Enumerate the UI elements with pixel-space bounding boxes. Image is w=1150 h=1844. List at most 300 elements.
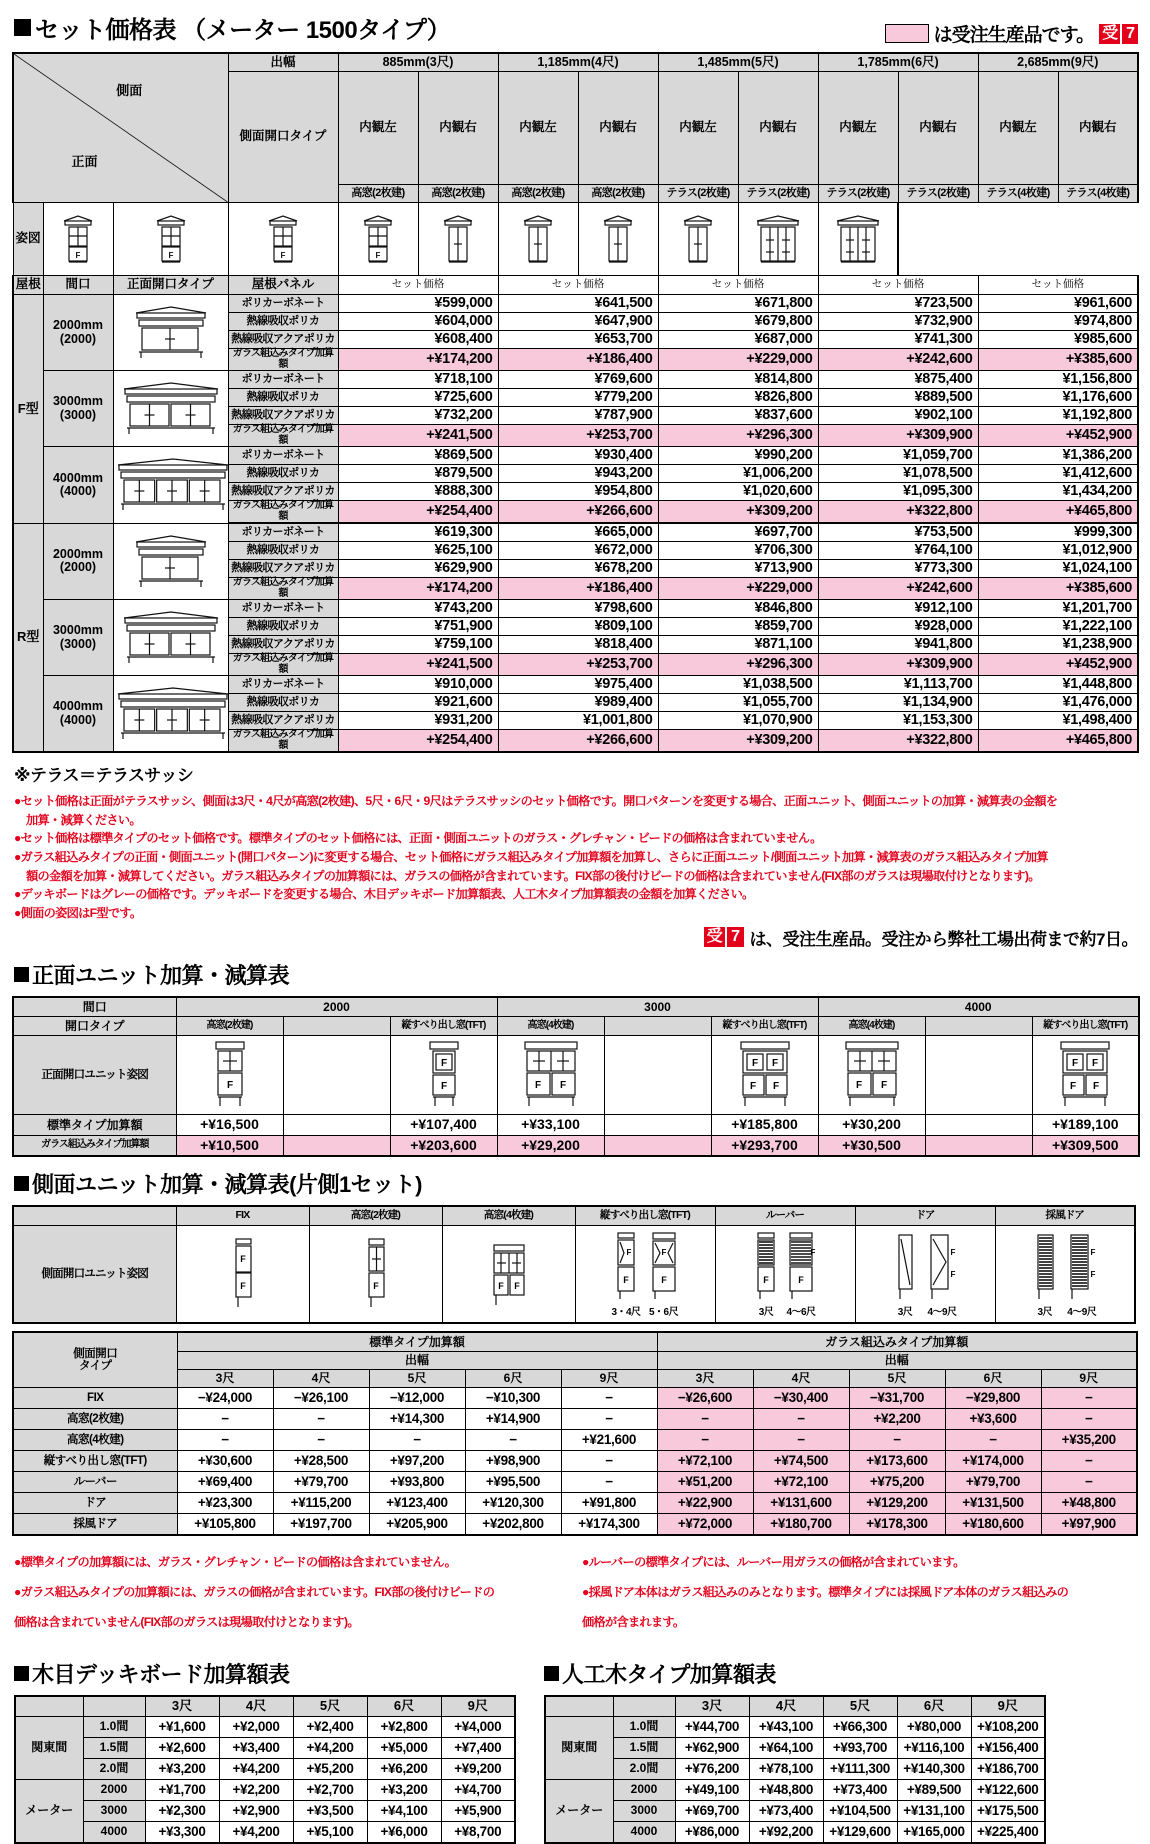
bt-size-2: 5尺 <box>823 1696 897 1717</box>
bt-size-4: 9尺 <box>441 1696 515 1717</box>
side-standard-amount: +¥93,800 <box>369 1471 465 1492</box>
side-figure-fix <box>176 1225 309 1323</box>
price-cell: +¥465,800 <box>978 730 1138 753</box>
side-size-1-2: 5尺 <box>849 1369 945 1387</box>
maguchi-1-2: 4000mm (4000) <box>43 676 113 753</box>
front-glass-amount: +¥29,200 <box>497 1135 604 1156</box>
bt-amount: +¥5,000 <box>367 1737 441 1758</box>
bt-amount: +¥2,800 <box>367 1716 441 1737</box>
legend-made-to-order <box>885 20 1138 47</box>
price-cell: ¥653,700 <box>498 331 658 349</box>
side-glass-amount: − <box>1041 1471 1137 1492</box>
svg-text:F: F <box>375 251 381 260</box>
bt-amount: +¥2,900 <box>219 1800 293 1821</box>
artificial-wood-title <box>544 1658 1045 1689</box>
price-cell: ¥641,500 <box>498 295 658 313</box>
side-glass-amount: +¥35,200 <box>1041 1429 1137 1450</box>
side-fig-header-4: ルーバー <box>715 1206 855 1226</box>
header-side-open-type: 側面開口タイプ <box>228 72 338 203</box>
side-glass-amount: +¥79,700 <box>945 1471 1041 1492</box>
bt-group-label: 関東間 <box>15 1716 83 1779</box>
side-glass-amount: +¥48,800 <box>1041 1492 1137 1513</box>
sash-figure-2-1 <box>498 203 578 276</box>
price-cell: +¥309,900 <box>818 425 978 447</box>
bt-amount: +¥2,000 <box>219 1716 293 1737</box>
svg-text:F: F <box>534 1079 541 1091</box>
bt-row <box>15 1737 515 1758</box>
side-standard-amount: +¥95,500 <box>465 1471 561 1492</box>
side-standard-amount: +¥123,400 <box>369 1492 465 1513</box>
price-cell: +¥322,800 <box>818 730 978 753</box>
bt-row <box>15 1800 515 1821</box>
side-size-0-0: 3尺 <box>177 1369 273 1387</box>
bt-amount: +¥5,100 <box>293 1821 367 1843</box>
side-row-label: ドア <box>13 1492 177 1513</box>
price-cell: ¥1,012,900 <box>978 542 1138 560</box>
dehaba-col-3: 1,785mm(6尺) <box>818 53 978 72</box>
deck-title-text: 木目デッキボード加算額表 <box>32 1661 290 1687</box>
side-size-0-2: 5尺 <box>369 1369 465 1387</box>
price-cell: ¥921,600 <box>338 694 498 712</box>
front-open-type-1-1 <box>604 1016 711 1035</box>
bt-amount: +¥92,200 <box>749 1821 823 1843</box>
price-cell: ¥723,500 <box>818 295 978 313</box>
bt-amount: +¥108,200 <box>971 1716 1045 1737</box>
price-cell: ¥732,900 <box>818 313 978 331</box>
made-to-order-note <box>0 925 1138 950</box>
front-maguchi-0: 2000 <box>176 997 497 1017</box>
price-cell: +¥242,600 <box>818 349 978 371</box>
side-glass-amount: − <box>1041 1408 1137 1429</box>
side-standard-amount: +¥202,800 <box>465 1513 561 1535</box>
svg-text:F: F <box>661 1248 667 1258</box>
bt-amount: +¥66,300 <box>823 1716 897 1737</box>
bt-amount: +¥116,100 <box>897 1737 971 1758</box>
front-standard-amount <box>925 1114 1032 1135</box>
set-price-header-1: セット価格 <box>498 276 658 295</box>
svg-text:F: F <box>623 1275 629 1286</box>
side-standard-amount: +¥115,200 <box>273 1492 369 1513</box>
price-cell: +¥385,600 <box>978 349 1138 371</box>
front-open-type-2-2: 縦すべり出し窓(TFT) <box>1032 1016 1139 1035</box>
side-standard-amount: +¥30,600 <box>177 1450 273 1471</box>
price-cell: ¥743,200 <box>338 600 498 618</box>
dehaba-col-2: 1,485mm(5尺) <box>658 53 818 72</box>
front-figure-7 <box>925 1035 1032 1114</box>
dehaba-col-1: 1,185mm(4尺) <box>498 53 658 72</box>
note-line: ●セット価格は標準タイプのセット価格です。標準タイプのセット価格には、正面・側面ユニットのガラス・グレチャン・ビードの価格は含まれていません。 <box>14 831 822 846</box>
side-price-row <box>13 1429 1137 1450</box>
panel-type-3: ガラス組込みタイプ加算額 <box>228 425 338 447</box>
bt-amount: +¥80,000 <box>897 1716 971 1737</box>
price-cell: ¥599,000 <box>338 295 498 313</box>
side-standard-amount: +¥69,400 <box>177 1471 273 1492</box>
price-cell: +¥322,800 <box>818 501 978 524</box>
side-glass-amount: +¥173,600 <box>849 1450 945 1471</box>
bt-amount: +¥64,100 <box>749 1737 823 1758</box>
price-cell: +¥309,900 <box>818 654 978 676</box>
note-line: ●セット価格は正面がテラスサッシ、側面は3尺・4尺が高窓(2枚建)、5尺・6尺・9尺はテラスサッシのセット価格です。開口パターンを変更する場合、正面ユニット、側面ユニットの加算・減算表の金額を <box>14 794 1058 808</box>
front-maguchi-2: 4000 <box>818 997 1139 1017</box>
price-cell: +¥229,000 <box>658 349 818 371</box>
front-standard-amount <box>283 1114 390 1135</box>
note-line: ●側面の姿図はF型です。 <box>14 906 142 921</box>
price-cell: ¥930,400 <box>498 447 658 465</box>
bt-amount: +¥131,100 <box>897 1800 971 1821</box>
side-row-label: 高窓(4枚建) <box>13 1429 177 1450</box>
bt-size-1: 4尺 <box>749 1696 823 1717</box>
front-glass-amount: +¥30,500 <box>818 1135 925 1156</box>
side-fig-header-2: 高窓(4枚建) <box>442 1206 575 1226</box>
side-standard-amount: − <box>273 1429 369 1450</box>
side-standard-amount: − <box>561 1450 657 1471</box>
panel-type-2: 熱線吸収アクアポリカ <box>228 712 338 730</box>
side-glass-amount: +¥72,100 <box>753 1471 849 1492</box>
bt-amount: +¥49,100 <box>675 1779 749 1800</box>
naikan-0-0: 内観左 <box>338 72 418 185</box>
price-cell: ¥975,400 <box>498 676 658 694</box>
price-cell: ¥1,078,500 <box>818 465 978 483</box>
side-standard-amount: −¥26,100 <box>273 1387 369 1408</box>
price-cell: ¥826,800 <box>658 389 818 407</box>
price-cell: ¥1,055,700 <box>658 694 818 712</box>
bt-size-4: 9尺 <box>971 1696 1045 1717</box>
price-cell: ¥764,100 <box>818 542 978 560</box>
bt-sub-label: 4000 <box>83 1821 145 1843</box>
side-row-label: 縦すべり出し窓(TFT) <box>13 1450 177 1471</box>
price-cell: ¥869,500 <box>338 447 498 465</box>
side-standard-amount: − <box>177 1429 273 1450</box>
panel-type-0: ポリカーボネート <box>228 523 338 542</box>
header-front-open-type: 正面開口タイプ <box>113 276 228 295</box>
svg-text:F: F <box>626 1248 632 1258</box>
side-size-0-3: 6尺 <box>465 1369 561 1387</box>
side-row-label: FIX <box>13 1387 177 1408</box>
front-elevation-figure-0-2 <box>113 447 228 524</box>
front-header-maguchi: 間口 <box>13 997 176 1017</box>
side-standard-amount: +¥205,900 <box>369 1513 465 1535</box>
bt-amount: +¥6,000 <box>367 1821 441 1843</box>
side-fig-sublabel: 3・4尺 <box>611 1306 641 1318</box>
side-glass-amount: +¥74,500 <box>753 1450 849 1471</box>
price-cell: +¥254,400 <box>338 501 498 524</box>
front-open-type-0-2: 縦すべり出し窓(TFT) <box>390 1016 497 1035</box>
bt-size-3: 6尺 <box>367 1696 441 1717</box>
bullet-square-icon-2 <box>14 967 29 982</box>
bt-row <box>15 1758 515 1779</box>
price-cell: ¥879,500 <box>338 465 498 483</box>
side-glass-amount: +¥2,200 <box>849 1408 945 1429</box>
panel-type-3: ガラス組込みタイプ加算額 <box>228 578 338 600</box>
svg-text:F: F <box>497 1280 504 1291</box>
bt-amount: +¥165,000 <box>897 1821 971 1843</box>
bt-sub-label: 1.0間 <box>83 1716 145 1737</box>
price-cell: ¥672,000 <box>498 542 658 560</box>
front-standard-amount: +¥107,400 <box>390 1114 497 1135</box>
bt-sub-label: 2000 <box>83 1779 145 1800</box>
bt-amount: +¥8,700 <box>441 1821 515 1843</box>
bt-amount: +¥2,600 <box>145 1737 219 1758</box>
side-standard-amount: +¥14,900 <box>465 1408 561 1429</box>
front-glass-amount: +¥293,700 <box>711 1135 818 1156</box>
front-glass-amount: +¥309,500 <box>1032 1135 1139 1156</box>
badge-ju-char-2: 受 <box>704 927 726 947</box>
panel-type-3: ガラス組込みタイプ加算額 <box>228 654 338 676</box>
front-open-type-1-0: 高窓(4枚建) <box>497 1016 604 1035</box>
front-glass-amount: +¥203,600 <box>390 1135 497 1156</box>
naikan-2-1: 内観右 <box>738 72 818 185</box>
bt-sub-label: 1.0間 <box>613 1716 675 1737</box>
sash-figure-1-1 <box>338 203 418 276</box>
price-cell: ¥1,134,900 <box>818 694 978 712</box>
panel-type-2: 熱線吸収アクアポリカ <box>228 483 338 501</box>
sash-figure-1-0 <box>228 203 338 276</box>
bt-row <box>545 1821 1045 1843</box>
front-standard-amount: +¥185,800 <box>711 1114 818 1135</box>
price-cell: ¥625,100 <box>338 542 498 560</box>
panel-type-2: 熱線吸収アクアポリカ <box>228 331 338 349</box>
bt-amount: +¥3,200 <box>145 1758 219 1779</box>
bt-amount: +¥2,700 <box>293 1779 367 1800</box>
price-cell: +¥296,300 <box>658 654 818 676</box>
side-unit-price-table <box>12 1331 1138 1536</box>
price-cell: ¥846,800 <box>658 600 818 618</box>
front-open-type-0-1 <box>283 1016 390 1035</box>
price-cell: ¥619,300 <box>338 523 498 542</box>
bt-amount: +¥5,900 <box>441 1800 515 1821</box>
panel-type-0: ポリカーボネート <box>228 447 338 465</box>
price-cell: ¥769,600 <box>498 371 658 389</box>
panel-type-1: 熱線吸収ポリカ <box>228 618 338 636</box>
svg-text:F: F <box>810 1248 816 1258</box>
price-cell: +¥254,400 <box>338 730 498 753</box>
header-sugatazu: 姿図 <box>13 203 43 276</box>
deck-board-column <box>0 1648 515 1844</box>
side-standard-amount: +¥21,600 <box>561 1429 657 1450</box>
naikan-4-0: 内観左 <box>978 72 1058 185</box>
bt-sub-label: 1.5間 <box>613 1737 675 1758</box>
naikan-2-0: 内観左 <box>658 72 738 185</box>
side-open-type-1-1: 高窓(2枚建) <box>578 185 658 203</box>
bt-group-label: メーター <box>15 1779 83 1843</box>
bt-amount: +¥6,200 <box>367 1758 441 1779</box>
side-glass-amount: − <box>849 1429 945 1450</box>
sash-figure-4-0 <box>738 203 818 276</box>
side-fig-sublabel: 4～6尺 <box>786 1306 816 1318</box>
price-cell: ¥1,156,800 <box>978 371 1138 389</box>
side-fig-header-1: 高窓(2枚建) <box>309 1206 442 1226</box>
price-cell: +¥253,700 <box>498 654 658 676</box>
price-cell: ¥1,059,700 <box>818 447 978 465</box>
side-unit-figure-table <box>12 1205 1136 1324</box>
front-elevation-figure-0-0 <box>113 295 228 371</box>
price-cell: ¥706,300 <box>658 542 818 560</box>
price-cell: ¥1,201,700 <box>978 600 1138 618</box>
front-unit-title-text: 正面ユニット加算・減算表 <box>32 962 290 988</box>
price-cell: +¥242,600 <box>818 578 978 600</box>
svg-text:F: F <box>1070 1080 1077 1092</box>
bt-amount: +¥89,500 <box>897 1779 971 1800</box>
side-figure-hi4 <box>442 1225 575 1323</box>
price-cell: +¥174,200 <box>338 578 498 600</box>
side-open-type-0-0: 高窓(2枚建) <box>338 185 418 203</box>
side-open-type-3-1: テラス(2枚建) <box>898 185 978 203</box>
bt-sub-label: 2.0間 <box>83 1758 145 1779</box>
price-cell: ¥943,200 <box>498 465 658 483</box>
bt-amount: +¥44,700 <box>675 1716 749 1737</box>
side-glass-header: ガラス組込みタイプ加算額 <box>657 1332 1137 1352</box>
panel-type-0: ポリカーボネート <box>228 295 338 313</box>
bt-size-0: 3尺 <box>145 1696 219 1717</box>
price-cell: +¥266,600 <box>498 730 658 753</box>
svg-text:F: F <box>1092 1057 1099 1069</box>
front-standard-amount: +¥30,200 <box>818 1114 925 1135</box>
bullet-square-icon-3 <box>14 1176 29 1191</box>
price-cell: ¥941,800 <box>818 636 978 654</box>
side-glass-amount: +¥51,200 <box>657 1471 753 1492</box>
price-cell: ¥974,800 <box>978 313 1138 331</box>
side-size-1-0: 3尺 <box>657 1369 753 1387</box>
svg-text:F: F <box>75 251 81 260</box>
side-glass-amount: +¥72,100 <box>657 1450 753 1471</box>
side-glass-amount: +¥178,300 <box>849 1513 945 1535</box>
bt-amount: +¥76,200 <box>675 1758 749 1779</box>
side-glass-amount: +¥174,000 <box>945 1450 1041 1471</box>
bt-amount: +¥4,200 <box>219 1821 293 1843</box>
side-size-1-3: 6尺 <box>945 1369 1041 1387</box>
front-open-type-2-0: 高窓(4枚建) <box>818 1016 925 1035</box>
svg-text:F: F <box>239 1280 246 1291</box>
set-price-table <box>12 52 1139 753</box>
side-fig-corner <box>13 1206 176 1226</box>
bt-row <box>15 1716 515 1737</box>
side-note-line: ●ルーバーの標準タイプには、ルーバー用ガラスの価格が含まれています。 <box>582 1555 965 1569</box>
front-glass-label: ガラス組込みタイプ加算額 <box>13 1135 176 1156</box>
side-type-header: 側面開口 タイプ <box>13 1332 177 1388</box>
naikan-4-1: 内観右 <box>1058 72 1138 185</box>
bt-amount: +¥93,700 <box>823 1737 897 1758</box>
bt-amount: +¥175,500 <box>971 1800 1045 1821</box>
price-cell: ¥1,038,500 <box>658 676 818 694</box>
bt-row <box>545 1800 1045 1821</box>
side-figure-louver <box>715 1225 855 1323</box>
side-price-row <box>13 1387 1137 1408</box>
side-standard-amount: +¥105,800 <box>177 1513 273 1535</box>
svg-text:F: F <box>1090 1248 1096 1258</box>
side-figure-vent-door <box>995 1225 1135 1323</box>
front-figure-6 <box>818 1035 925 1114</box>
panel-type-2: 熱線吸収アクアポリカ <box>228 560 338 578</box>
price-cell: ¥1,238,900 <box>978 636 1138 654</box>
svg-text:F: F <box>771 1057 778 1069</box>
side-glass-amount: +¥131,500 <box>945 1492 1041 1513</box>
bt-amount: +¥62,900 <box>675 1737 749 1758</box>
price-cell: +¥186,400 <box>498 578 658 600</box>
bt-amount: +¥3,300 <box>145 1821 219 1843</box>
side-standard-amount: +¥98,900 <box>465 1450 561 1471</box>
side-fig-sublabel: 3尺 <box>897 1306 913 1318</box>
svg-text:F: F <box>772 1080 779 1092</box>
price-cell: +¥452,900 <box>978 425 1138 447</box>
roof-type-1: R型 <box>13 523 43 752</box>
side-standard-amount: − <box>369 1429 465 1450</box>
price-row <box>13 676 1138 694</box>
bt-row <box>545 1758 1045 1779</box>
price-cell: ¥1,448,800 <box>978 676 1138 694</box>
front-maguchi-1: 3000 <box>497 997 818 1017</box>
corner-side-label: 側面 <box>116 82 143 98</box>
side-figure-door <box>855 1225 995 1323</box>
side-row-label: ルーバー <box>13 1471 177 1492</box>
front-glass-amount: +¥10,500 <box>176 1135 283 1156</box>
sash-figure-3-1 <box>658 203 738 276</box>
price-cell: ¥818,400 <box>498 636 658 654</box>
front-figure-5 <box>711 1035 818 1114</box>
front-unit-table-title <box>14 959 1150 990</box>
bt-amount: +¥140,300 <box>897 1758 971 1779</box>
price-cell: ¥1,412,600 <box>978 465 1138 483</box>
price-cell: ¥1,070,900 <box>658 712 818 730</box>
front-sugatazu-label: 正面開口ユニット姿図 <box>13 1035 176 1114</box>
svg-text:F: F <box>440 1080 447 1092</box>
price-cell: ¥679,800 <box>658 313 818 331</box>
bt-sub-label: 2.0間 <box>613 1758 675 1779</box>
price-cell: +¥241,500 <box>338 425 498 447</box>
side-glass-amount: − <box>657 1429 753 1450</box>
side-price-row <box>13 1408 1137 1429</box>
side-fig-sublabel: 4～9尺 <box>1067 1306 1097 1318</box>
price-cell: ¥912,100 <box>818 600 978 618</box>
side-fig-header-6: 採風ドア <box>995 1206 1135 1226</box>
price-cell: ¥809,100 <box>498 618 658 636</box>
side-standard-amount: +¥97,200 <box>369 1450 465 1471</box>
side-fig-sublabel: 3尺 <box>1037 1306 1053 1318</box>
dehaba-col-4: 2,685mm(9尺) <box>978 53 1138 72</box>
side-glass-amount: − <box>753 1408 849 1429</box>
front-header-open-type: 開口タイプ <box>13 1016 176 1035</box>
price-sheet-page <box>0 10 1150 1844</box>
bt-size-3: 6尺 <box>897 1696 971 1717</box>
price-cell: ¥753,500 <box>818 523 978 542</box>
badge-ju-char: 受 <box>1099 24 1120 44</box>
svg-text:F: F <box>372 1280 379 1291</box>
front-standard-amount <box>604 1114 711 1135</box>
bt-corner-1 <box>545 1696 613 1717</box>
artificial-wood-type-table <box>544 1695 1046 1844</box>
bt-amount: +¥73,400 <box>823 1779 897 1800</box>
side-open-type-1-0: 高窓(2枚建) <box>498 185 578 203</box>
bt-amount: +¥1,700 <box>145 1779 219 1800</box>
price-cell: ¥902,100 <box>818 407 978 425</box>
corner-front-label: 正面 <box>71 153 98 169</box>
svg-text:F: F <box>751 1057 758 1069</box>
bt-sub-label: 2000 <box>613 1779 675 1800</box>
side-fig-sublabel: 4～9尺 <box>927 1306 957 1318</box>
side-open-type-2-1: テラス(2枚建) <box>738 185 818 203</box>
front-figure-4 <box>604 1035 711 1114</box>
price-row <box>13 447 1138 465</box>
bt-group-label: 関東間 <box>545 1716 613 1779</box>
svg-text:F: F <box>950 1270 956 1280</box>
price-cell: ¥1,113,700 <box>818 676 978 694</box>
side-glass-amount: +¥72,000 <box>657 1513 753 1535</box>
price-cell: ¥1,222,100 <box>978 618 1138 636</box>
maguchi-1-0: 2000mm (2000) <box>43 523 113 600</box>
price-cell: ¥954,800 <box>498 483 658 501</box>
bt-amount: +¥4,100 <box>367 1800 441 1821</box>
svg-text:F: F <box>280 251 286 260</box>
front-figure-0 <box>176 1035 283 1114</box>
